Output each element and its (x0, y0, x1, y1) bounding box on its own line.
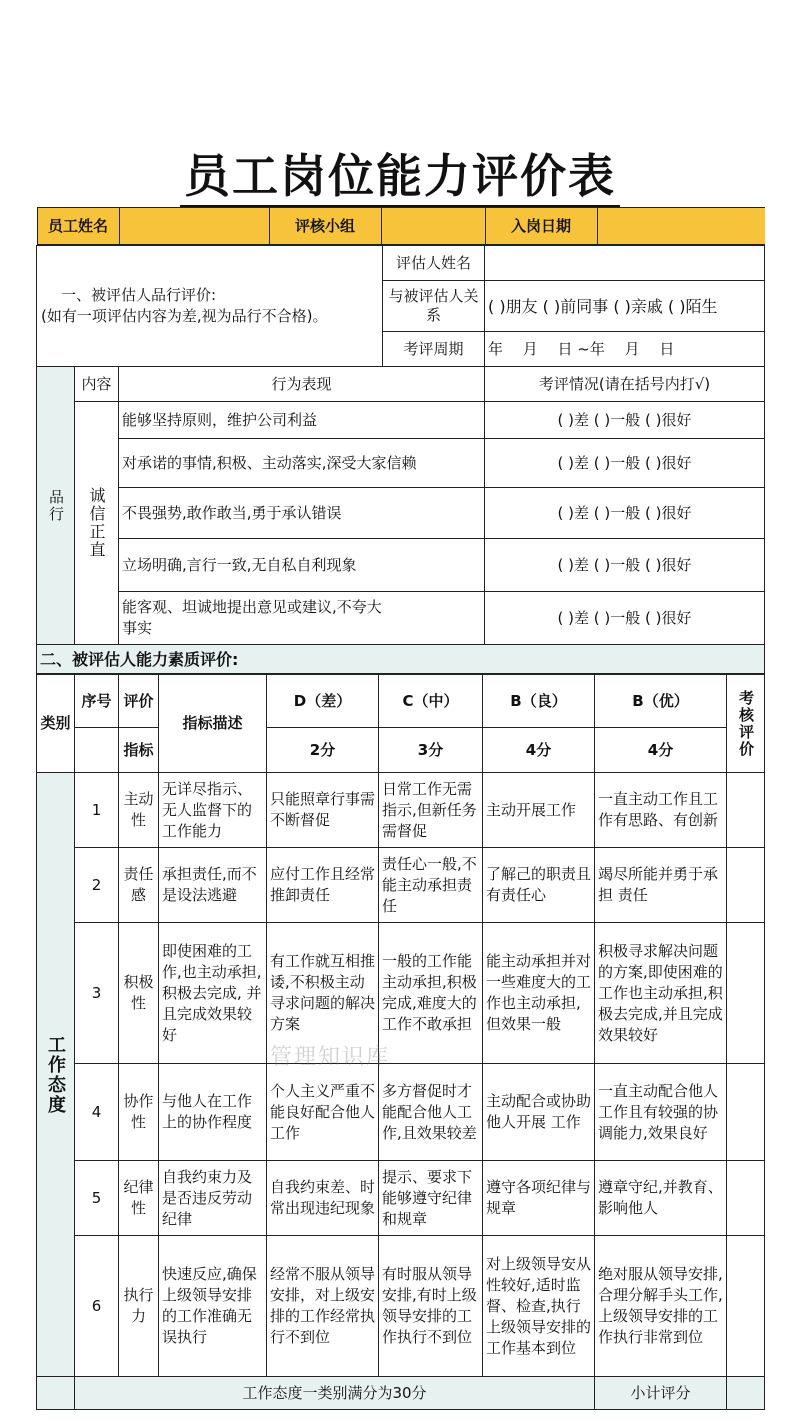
row-a: 绝对服从领导安排,合理分解手头工作,上级领导安排的工作执行非常到位 (595, 1236, 727, 1377)
section2-title: 二、被评估人能力素质评价: (37, 645, 765, 674)
conduct-item: 对承诺的事情,积极、主动落实,深受大家信赖 (119, 439, 485, 488)
section2-table (36, 674, 765, 1410)
row-check[interactable] (727, 1161, 765, 1236)
row-check[interactable] (727, 1236, 765, 1377)
row-b: 了解己的职责且有责任心 (483, 848, 595, 923)
conduct-rating[interactable]: ( )差 ( )一般 ( )很好 (485, 488, 765, 539)
team-label: 评核小组 (269, 208, 381, 245)
start-date-field[interactable] (597, 208, 765, 245)
team-field[interactable] (381, 208, 485, 245)
row-d: 个人主义严重不能良好配合他人工作 (267, 1064, 379, 1161)
period-value[interactable]: 年 月 日 ~年 月 日 (485, 332, 765, 367)
col-eval: 评价 (119, 675, 159, 728)
conduct-rating[interactable]: ( )差 ( )一般 ( )很好 (485, 592, 765, 645)
relation-options[interactable]: ( )朋友 ( )前同事 ( )亲戚 ( )陌生 (485, 281, 765, 332)
section1-title: 一、被评估人品行评价: (61, 286, 217, 304)
score-d: 2分 (267, 728, 379, 773)
row-b: 对上级领导安从性较好,适时监督、检查,执行上级领导安排的工作基本到位 (483, 1236, 595, 1377)
period-label: 考评周期 (383, 332, 485, 367)
col-eval: 考评情况(请在括号内打√) (485, 367, 765, 402)
relation-label: 与被评估人关系 (383, 281, 485, 332)
start-date-label: 入岗日期 (485, 208, 597, 245)
row-c: 一般的工作能主动承担,积极完成,难度大的工作不敢承担 (379, 923, 483, 1064)
row-a: 遵章守纪,并教育、影响他人 (595, 1161, 727, 1236)
row-index: 协作性 (119, 1064, 159, 1161)
conduct-item: 能客观、坦诚地提出意见或建议,不夸大事实 (119, 592, 485, 645)
row-no: 4 (75, 1064, 119, 1161)
row-c: 日常工作无需指示,但新任务需督促 (379, 773, 483, 848)
conduct-item: 立场明确,言行一致,无自私自利现象 (119, 539, 485, 592)
page-title: 员工岗位能力评价表 (0, 140, 800, 206)
row-check[interactable] (727, 848, 765, 923)
row-a: 一直主动配合他人工作且有较强的协调能力,效果良好 (595, 1064, 727, 1161)
row-d: 只能照章行事需不断督促 (267, 773, 379, 848)
score-c: 3分 (379, 728, 483, 773)
subtotal-field[interactable] (727, 1377, 765, 1410)
row-b: 主动配合或协助他人开展 工作 (483, 1064, 595, 1161)
row-d: 经常不服从领导安排，对上级安排的工作经常执行不到位 (267, 1236, 379, 1377)
row-c: 提示、要求下能够遵守纪律和规章 (379, 1161, 483, 1236)
conduct-item: 能够坚持原则，维护公司利益 (119, 402, 485, 439)
col-category: 类别 (40, 714, 71, 732)
col-c: C（中） (379, 675, 483, 728)
row-index: 执行力 (119, 1236, 159, 1377)
section1-note: (如有一项评估内容为差,视为品行不合格)。 (41, 307, 328, 325)
evaluator-field[interactable] (485, 246, 765, 281)
row-desc: 即使困难的工作,也主动承担,积极去完成, 并且完成效果较好 (159, 923, 267, 1064)
row-desc: 无详尽指示、无人监督下的工作能力 (159, 773, 267, 848)
row-index: 纪律性 (119, 1161, 159, 1236)
row-a: 一直主动工作且工作有思路、有创新 (595, 773, 727, 848)
row-index: 积极性 (119, 923, 159, 1064)
row-d: 有工作就互相推诿,不积极主动寻求问题的解决方案 (267, 923, 379, 1064)
col-d: D（差） (267, 675, 379, 728)
row-desc: 快速反应,确保上级领导安排的工作准确无误执行 (159, 1236, 267, 1377)
row-desc: 与他人在工作上的协作程度 (159, 1064, 267, 1161)
footer-subtotal: 小计评分 (595, 1377, 727, 1410)
col-b: B（良） (483, 675, 595, 728)
col-a: B（优） (595, 675, 727, 728)
row-c: 多方督促时才能配合他人工作,且效果较差 (379, 1064, 483, 1161)
row-no: 1 (75, 773, 119, 848)
row-check[interactable] (727, 923, 765, 1064)
watermark: 管理知识库 (270, 1045, 391, 1070)
row-index: 主动性 (119, 773, 159, 848)
integrity-subcategory: 诚信正直 (87, 487, 106, 559)
section1-table (36, 207, 765, 674)
row-b: 主动开展工作 (483, 773, 595, 848)
conduct-rating[interactable]: ( )差 ( )一般 ( )很好 (485, 539, 765, 592)
conduct-item: 不畏强势,敢作敢当,勇于承认错误 (119, 488, 485, 539)
row-a: 竭尽所能并勇于承担 责任 (595, 848, 727, 923)
attitude-category: 工作态度 (45, 1034, 66, 1115)
row-a: 积极寻求解决问题的方案,即使困难的工作也主动承担,积极去完成,并且完成效果较好 (595, 923, 727, 1064)
score-a: 4分 (595, 728, 727, 773)
row-desc: 承担责任,而不是设法逃避 (159, 848, 267, 923)
row-check[interactable] (727, 1064, 765, 1161)
evaluation-form (36, 207, 764, 1410)
row-no: 6 (75, 1236, 119, 1377)
col-index: 指标 (119, 728, 159, 773)
row-no: 3 (75, 923, 119, 1064)
col-desc: 指标描述 (159, 675, 267, 773)
row-c: 责任心一般,不能主动承担责任 (379, 848, 483, 923)
footer-total: 工作态度一类别满分为30分 (75, 1377, 595, 1410)
row-c: 有时服从领导安排,有时上级领导安排的工作执行不到位 (379, 1236, 483, 1377)
row-d: 自我约束差、时常出现违纪现象 (267, 1161, 379, 1236)
col-check: 考核评价 (737, 689, 755, 758)
row-d: 应付工作且经常推卸责任 (267, 848, 379, 923)
row-b: 能主动承担并对一些难度大的工作也主动承担,但效果一般 (483, 923, 595, 1064)
row-index: 责任感 (119, 848, 159, 923)
row-desc: 自我约束力及是否违反劳动纪律 (159, 1161, 267, 1236)
row-check[interactable] (727, 773, 765, 848)
employee-name-field[interactable] (119, 208, 269, 245)
row-b: 遵守各项纪律与规章 (483, 1161, 595, 1236)
evaluator-label: 评估人姓名 (383, 246, 485, 281)
score-b: 4分 (483, 728, 595, 773)
col-no: 序号 (75, 675, 119, 728)
col-behavior: 行为表现 (119, 367, 485, 402)
conduct-category: 品行 (47, 488, 65, 523)
conduct-rating[interactable]: ( )差 ( )一般 ( )很好 (485, 402, 765, 439)
row-no: 2 (75, 848, 119, 923)
row-no: 5 (75, 1161, 119, 1236)
col-content: 内容 (75, 367, 119, 402)
employee-name-label: 员工姓名 (37, 208, 119, 245)
conduct-rating[interactable]: ( )差 ( )一般 ( )很好 (485, 439, 765, 488)
